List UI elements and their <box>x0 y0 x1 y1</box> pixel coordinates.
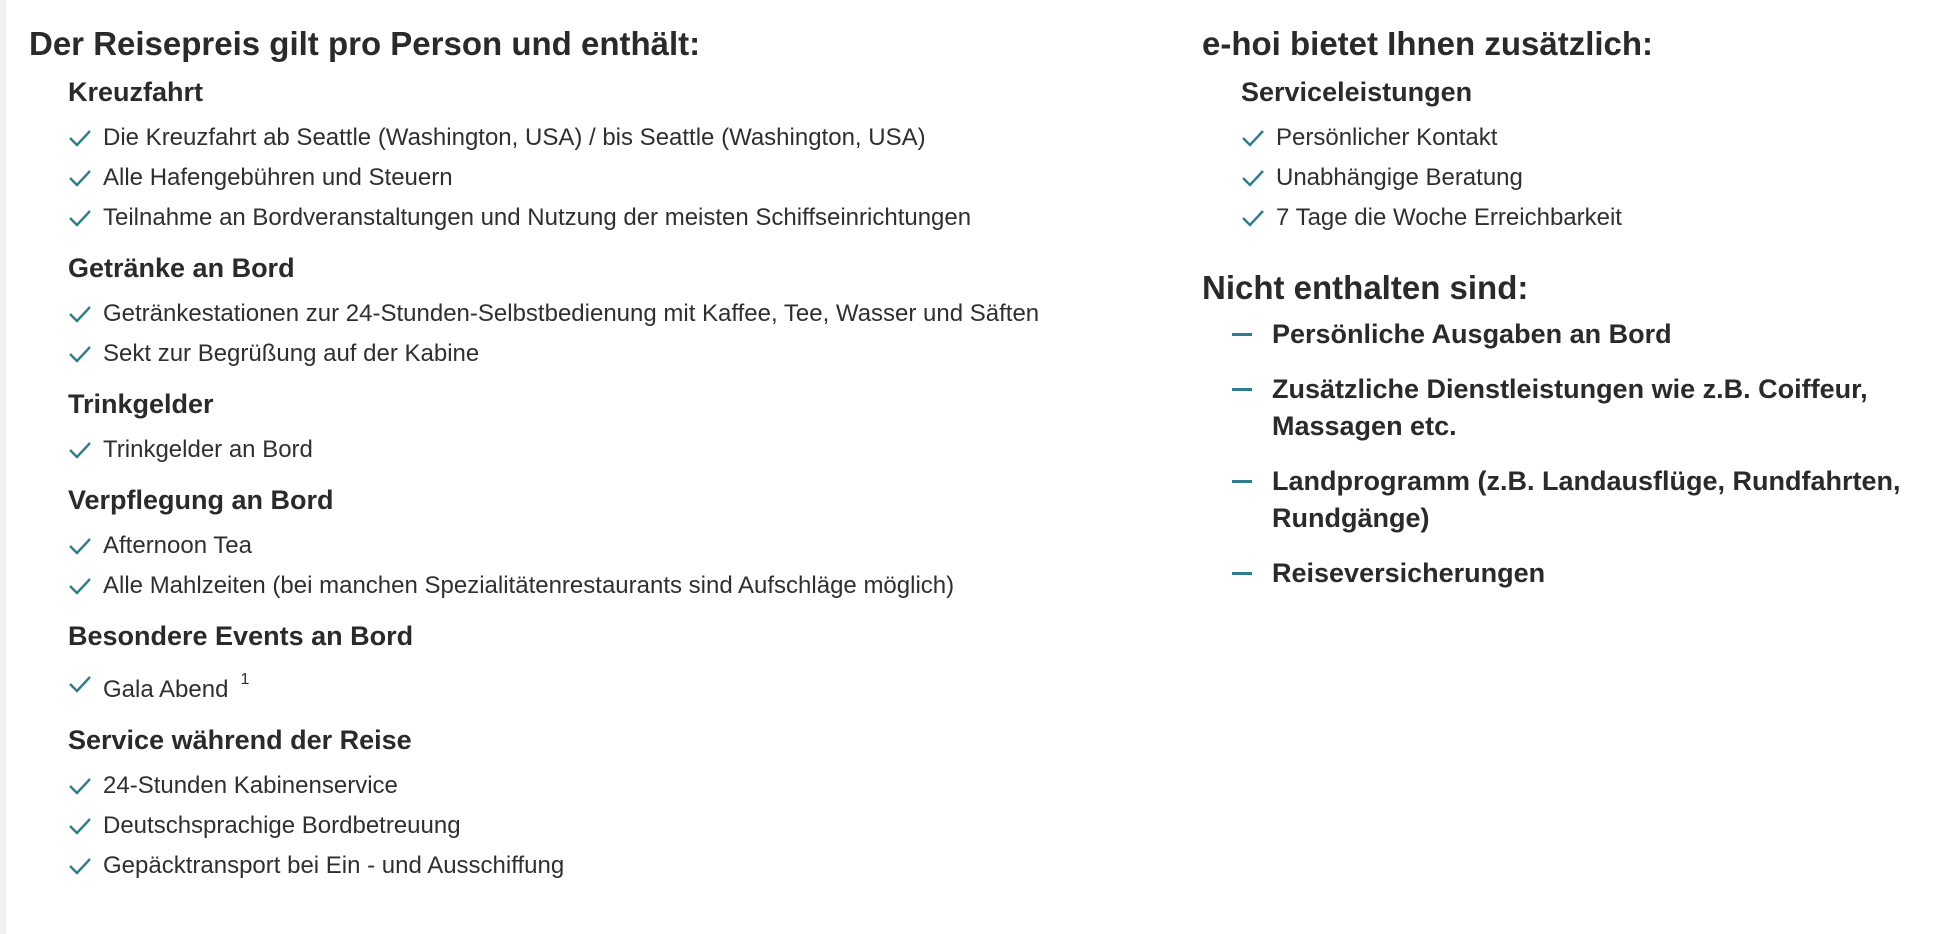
category-title: Trinkgelder <box>68 389 214 419</box>
item-text: Trinkgelder an Bord <box>103 436 313 463</box>
list-item <box>68 334 1169 374</box>
item-text: Alle Hafengebühren und Steuern <box>103 164 453 191</box>
dash-icon <box>1232 572 1252 575</box>
list-item <box>1241 118 1952 158</box>
item-text: Gepäcktransport bei Ein - und Ausschiffung <box>103 852 565 879</box>
list-item <box>68 294 1169 334</box>
category-title: Kreuzfahrt <box>68 77 204 107</box>
item-text: Reiseversicherungen <box>1272 558 1546 588</box>
check-icon <box>1241 128 1265 148</box>
list-item <box>68 806 1169 846</box>
dash-icon <box>1232 333 1252 336</box>
item-list <box>68 294 1169 374</box>
list-item <box>68 526 1169 566</box>
check-icon <box>68 576 92 596</box>
item-text: Persönliche Ausgaben an Bord <box>1272 319 1672 349</box>
check-icon <box>68 816 92 836</box>
item-text: Sekt zur Begrüßung auf der Kabine <box>103 340 480 367</box>
list-item <box>1241 198 1952 238</box>
item-text: 24-Stunden Kabinenservice <box>103 772 398 799</box>
list-item <box>68 430 1169 470</box>
item-text: Teilnahme an Bordveranstaltungen und Nutzung der meisten Schiffseinrichtungen <box>103 204 972 231</box>
item-list <box>1241 118 1952 238</box>
check-icon <box>1241 168 1265 188</box>
excluded-item <box>1232 316 1952 353</box>
list-item <box>68 158 1169 198</box>
item-text: Zusätzliche Dienstleistungen wie z.B. Coiffeur, Massagen etc. <box>1272 374 1868 441</box>
category-kreuzfahrt <box>68 72 1169 238</box>
dash-icon <box>1232 480 1252 483</box>
excluded-title: Nicht enthalten sind: <box>1202 269 1529 306</box>
category-serviceleistungen <box>1241 72 1952 238</box>
category-getraenke <box>68 248 1169 374</box>
extras-title: e-hoi bietet Ihnen zusätzlich: <box>1202 25 1654 62</box>
check-icon <box>68 208 92 228</box>
category-title: Service während der Reise <box>68 725 412 755</box>
item-text: Landprogramm (z.B. Landausflüge, Rundfahrten, Rundgänge) <box>1272 466 1901 533</box>
list-item <box>68 664 1169 710</box>
item-list <box>68 766 1169 886</box>
extras-section <box>1202 22 1952 610</box>
footnote-marker[interactable]: 1 <box>240 671 250 688</box>
category-service <box>68 720 1169 886</box>
category-verpflegung <box>68 480 1169 606</box>
excluded-item <box>1232 463 1952 537</box>
item-text: 7 Tage die Woche Erreichbarkeit <box>1276 204 1622 231</box>
excluded-list <box>1232 316 1952 592</box>
check-icon <box>68 536 92 556</box>
item-text: Unabhängige Beratung <box>1276 164 1523 191</box>
check-icon <box>68 776 92 796</box>
list-item <box>68 198 1169 238</box>
item-text: Die Kreuzfahrt ab Seattle (Washington, USA) / bis Seattle (Washington, USA) <box>103 124 926 151</box>
check-icon <box>68 304 92 324</box>
item-text: Getränkestationen zur 24-Stunden-Selbstbedienung mit Kaffee, Tee, Wasser und Säften <box>103 300 1040 327</box>
list-item <box>68 766 1169 806</box>
item-list <box>68 118 1169 238</box>
left-edge-divider <box>0 0 6 934</box>
category-trinkgelder <box>68 384 1169 470</box>
check-icon <box>68 440 92 460</box>
item-text: Gala Abend <box>103 676 229 703</box>
list-item <box>68 118 1169 158</box>
category-title: Getränke an Bord <box>68 253 295 283</box>
item-text: Alle Mahlzeiten (bei manchen Spezialitätenrestaurants sind Aufschläge möglich) <box>103 572 955 599</box>
item-text: Afternoon Tea <box>103 532 253 559</box>
check-icon <box>68 674 92 694</box>
list-item <box>1241 158 1952 198</box>
dash-icon <box>1232 388 1252 391</box>
included-title: Der Reisepreis gilt pro Person und enthält: <box>29 25 701 62</box>
item-text: Deutschsprachige Bordbetreuung <box>103 812 461 839</box>
item-list <box>68 664 1169 710</box>
check-icon <box>1241 208 1265 228</box>
check-icon <box>68 168 92 188</box>
list-item <box>68 846 1169 886</box>
excluded-item <box>1232 555 1952 592</box>
category-title: Verpflegung an Bord <box>68 485 334 515</box>
category-title: Serviceleistungen <box>1241 77 1473 107</box>
list-item <box>68 566 1169 606</box>
excluded-item <box>1232 371 1952 445</box>
check-icon <box>68 344 92 364</box>
check-icon <box>68 856 92 876</box>
included-section <box>29 22 1169 886</box>
category-events <box>68 616 1169 710</box>
category-title: Besondere Events an Bord <box>68 621 414 651</box>
check-icon <box>68 128 92 148</box>
item-text: Persönlicher Kontakt <box>1276 124 1498 151</box>
item-list <box>68 526 1169 606</box>
item-list <box>68 430 1169 470</box>
